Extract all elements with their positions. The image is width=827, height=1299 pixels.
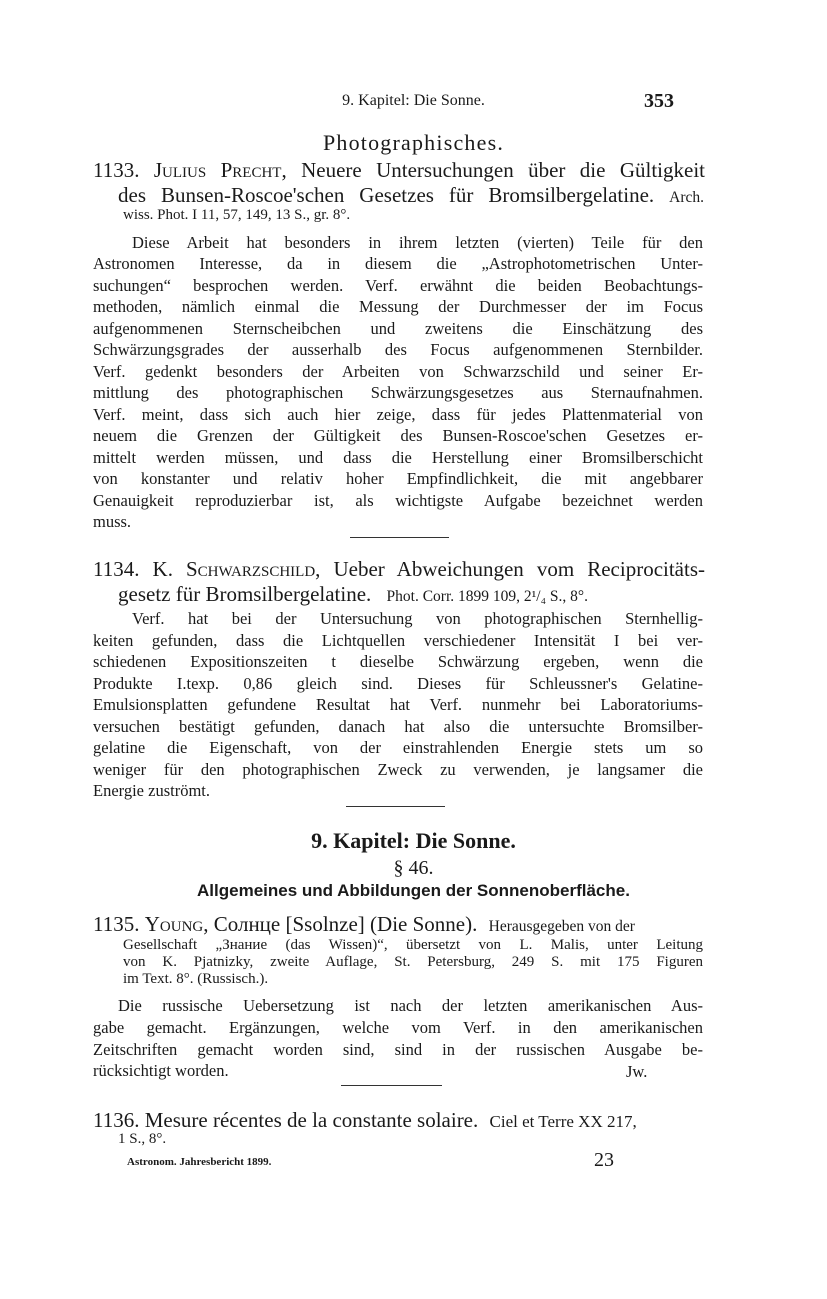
separator-rule bbox=[341, 1085, 442, 1086]
running-header: 9. Kapitel: Die Sonne. bbox=[342, 92, 485, 109]
entry-number: 1135. bbox=[93, 912, 140, 936]
entry-heading bbox=[93, 912, 705, 937]
body-line: mittelt werden müssen, und dass die Herstellung einer Bromsilberschicht bbox=[93, 448, 703, 467]
entry-number: 1134. bbox=[93, 557, 140, 581]
entry-title-line1: Neuere Untersuchungen über die Gültigkeit bbox=[301, 158, 706, 182]
body-line: Emulsionsplatten gefundene Resultat hat Verf. nunmehr bei Laboratoriums- bbox=[93, 695, 703, 714]
entry-source: Ciel et Terre XX 217, bbox=[489, 1112, 637, 1131]
entry-source-inline: Phot. Corr. 1899 109, 2¹/₄ S., 8°. bbox=[386, 588, 588, 605]
entry-author: Young, bbox=[144, 912, 209, 936]
section-title: Photographisches. bbox=[322, 130, 505, 155]
body-line: mittlung des photographischen Schwärzungsgesetzes aus Sternaufnahmen. bbox=[93, 383, 703, 402]
chapter-title: 9. Kapitel: Die Sonne. bbox=[311, 828, 516, 853]
body-line: gelatine die Eigenschaft, von der einstrahlenden Energie stets um so bbox=[93, 738, 703, 757]
body-line: Verf. meint, dass sich auch hier zeige, dass für jedes Plattenmaterial von bbox=[93, 405, 703, 424]
body-line: versuchen bestätigt gefunden, danach hat also die untersuchte Bromsilber- bbox=[93, 717, 703, 736]
separator-rule bbox=[346, 806, 445, 807]
body-line: schiedenen Expositionszeiten t dieselbe Schwärzung ergeben, wenn die bbox=[93, 652, 703, 671]
body-line: muss. bbox=[93, 512, 132, 531]
entry-title-line1: Ueber Abweichungen vom Reciprocitäts- bbox=[333, 557, 706, 581]
entry-author: K. Schwarzschild, bbox=[152, 557, 321, 581]
page-number: 353 bbox=[644, 90, 674, 112]
entry-source: wiss. Phot. I 11, 57, 149, 13 S., gr. 8°. bbox=[123, 207, 351, 223]
paragraph-number: § 46. bbox=[393, 857, 434, 879]
body-line: methoden, nämlich einmal die Messung der Durchmesser der im Focus bbox=[93, 297, 703, 316]
body-line: Genauigkeit reproduzierbar ist, als wichtigste Aufgabe bezeichnet werden bbox=[93, 491, 703, 510]
entry-details-line: im Text. 8°. (Russisch.). bbox=[123, 971, 269, 987]
body-line: rücksichtigt worden. bbox=[93, 1061, 229, 1080]
body-line: suchungen“ besprochen werden. Verf. erwähnt die beiden Beobachtungs- bbox=[93, 276, 703, 295]
body-line: Verf. gedenkt besonders der Arbeiten von Schwarzschild und seiner Er- bbox=[93, 362, 703, 381]
entry-number: 1133. bbox=[93, 158, 140, 182]
body-line: Diese Arbeit hat besonders in ihrem letzten (vierten) Teile für den bbox=[132, 233, 703, 252]
entry-signature: Jw. bbox=[626, 1062, 648, 1081]
entry-title: Солнце [Ssolnze] (Die Sonne). bbox=[213, 912, 478, 936]
entry-heading-line2 bbox=[118, 582, 588, 607]
entry-details-line: Gesellschaft „Знание (das Wissen)“, übersetzt von L. Malis, unter Leitung bbox=[123, 937, 703, 953]
entry-source-line2: 1 S., 8°. bbox=[118, 1131, 167, 1147]
separator-rule bbox=[350, 537, 449, 538]
body-line: Astronomen Interesse, da in diesem die „Astrophotometrischen Unter- bbox=[93, 254, 703, 273]
body-line: neuem die Grenzen der Gültigkeit des Bunsen-Roscoe'schen Gesetzes er- bbox=[93, 426, 703, 445]
body-line: gabe gemacht. Ergänzungen, welche vom Verf. in den amerikanischen bbox=[93, 1018, 703, 1037]
entry-number: 1136. bbox=[93, 1108, 140, 1132]
entry-details-line: von K. Pjatnizky, zweite Auflage, St. Petersburg, 249 S. mit 175 Figuren bbox=[123, 954, 703, 970]
body-line: Produkte I.texp. 0,86 gleich sind. Dieses für Schleussner's Gelatine- bbox=[93, 674, 703, 693]
entry-author: Julius Precht, bbox=[153, 158, 287, 182]
entry-heading bbox=[93, 1108, 705, 1133]
entry-heading bbox=[93, 557, 705, 582]
body-line: aufgenommenen Sternscheibchen und zweitens die Einschätzung des bbox=[93, 319, 703, 338]
body-line: Die russische Uebersetzung ist nach der letzten amerikanischen Aus- bbox=[118, 996, 703, 1015]
body-line: Schwärzungsgrades der ausserhalb des Focus aufgenommenen Sternbilder. bbox=[93, 340, 703, 359]
signature-number: 23 bbox=[594, 1149, 614, 1171]
entry-title-line2: gesetz für Bromsilbergelatine. bbox=[118, 582, 372, 606]
body-line: Energie zuströmt. bbox=[93, 781, 210, 800]
entry-heading-line2 bbox=[118, 183, 704, 208]
entry-title: Mesure récentes de la constante solaire. bbox=[144, 1108, 479, 1132]
footer-publication: Astronom. Jahresbericht 1899. bbox=[127, 1156, 272, 1168]
entry-source-inline: Arch. bbox=[669, 189, 704, 206]
body-line: von konstanter und relativ hoher Empfindlichkeit, die mit angebbarer bbox=[93, 469, 703, 488]
body-line: keiten gefunden, dass die Lichtquellen verschiedener Intensität I bei ver- bbox=[93, 631, 703, 650]
entry-title-line2: des Bunsen-Roscoe'schen Gesetzes für Bromsilbergelatine. bbox=[118, 183, 655, 207]
body-line: weniger für den photographischen Zweck zu verwenden, je langsamer die bbox=[93, 760, 703, 779]
body-line: Zeitschriften gemacht worden sind, sind in der russischen Ausgabe be- bbox=[93, 1040, 703, 1059]
entry-details-inline: Herausgegeben von der bbox=[488, 918, 635, 935]
chapter-subtitle: Allgemeines und Abbildungen der Sonnenoberfläche. bbox=[197, 881, 630, 900]
entry-heading bbox=[93, 158, 705, 183]
body-line: Verf. hat bei der Untersuchung von photographischen Sternhellig- bbox=[132, 609, 703, 628]
